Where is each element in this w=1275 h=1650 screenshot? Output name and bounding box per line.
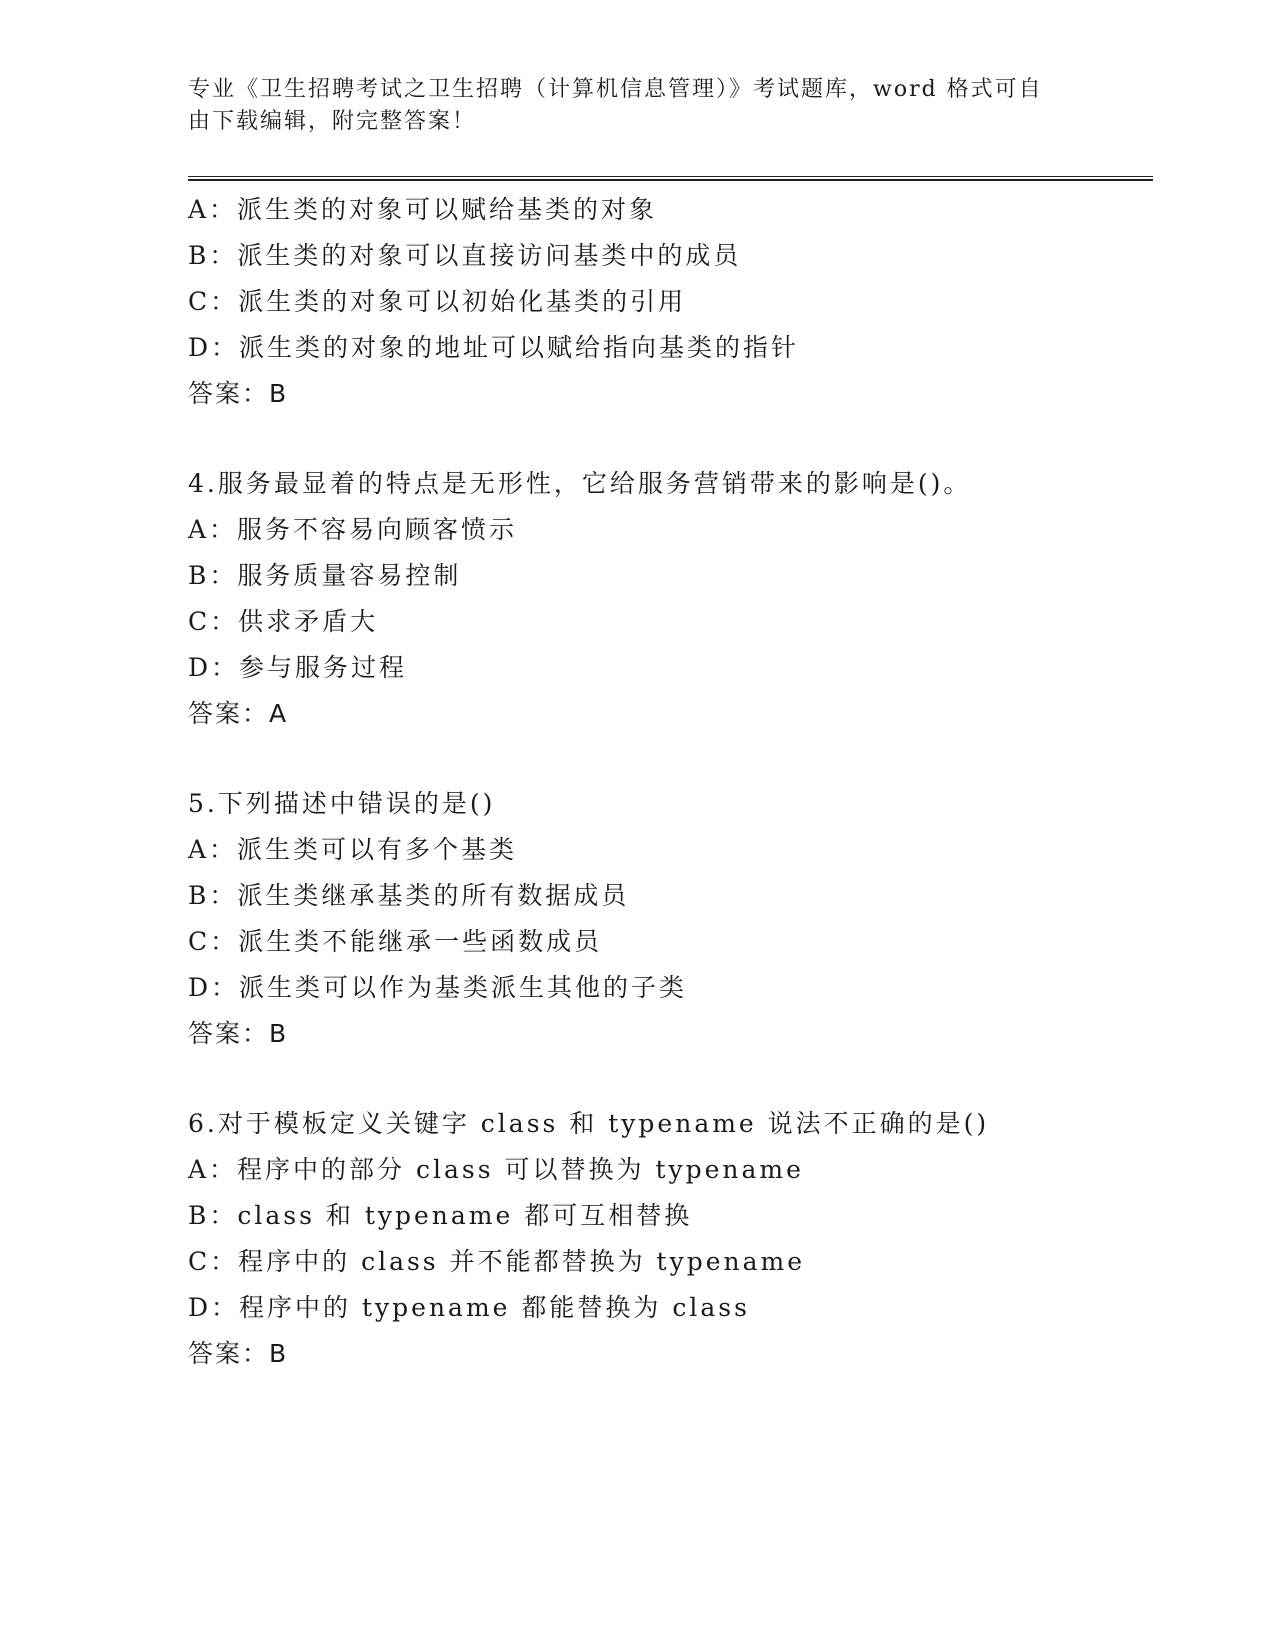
option-c: C：程序中的 class 并不能都替换为 typename <box>188 1247 806 1276</box>
answer-label: 答案：B <box>188 1019 289 1048</box>
option-b: B：class 和 typename 都可互相替换 <box>188 1201 693 1230</box>
option-b: B：派生类的对象可以直接访问基类中的成员 <box>188 241 742 270</box>
option-a: A：派生类的对象可以赋给基类的对象 <box>188 195 658 224</box>
question-text: 4.服务最显着的特点是无形性，它给服务营销带来的影响是()。 <box>188 469 972 498</box>
answer-label: 答案：A <box>188 699 289 728</box>
option-c: C：派生类的对象可以初始化基类的引用 <box>188 287 687 316</box>
option-d: D：派生类的对象的地址可以赋给指向基类的指针 <box>188 333 800 362</box>
question-text: 5.下列描述中错误的是() <box>188 789 496 818</box>
answer-label: 答案：B <box>188 1339 289 1368</box>
header-divider <box>188 176 1153 181</box>
option-b: B：派生类继承基类的所有数据成员 <box>188 881 630 910</box>
option-c: C：派生类不能继承一些函数成员 <box>188 927 603 956</box>
option-d: D：派生类可以作为基类派生其他的子类 <box>188 973 688 1002</box>
option-a: A：派生类可以有多个基类 <box>188 835 518 864</box>
question-5 <box>188 781 1148 1057</box>
document-header <box>188 74 1068 138</box>
option-d: D：程序中的 typename 都能替换为 class <box>188 1293 750 1322</box>
spacer <box>188 737 1148 781</box>
question-text: 6.对于模板定义关键字 class 和 typename 说法不正确的是() <box>188 1109 990 1138</box>
question-6 <box>188 1101 1148 1377</box>
spacer <box>188 1057 1148 1101</box>
header-line-1: 专业《卫生招聘考试之卫生招聘（计算机信息管理）》考试题库，word 格式可自 <box>188 77 1043 102</box>
option-a: A：服务不容易向顾客愤示 <box>188 515 518 544</box>
question-3 <box>188 187 1148 417</box>
option-c: C：供求矛盾大 <box>188 607 379 636</box>
option-b: B：服务质量容易控制 <box>188 561 462 590</box>
answer-label: 答案：B <box>188 379 289 408</box>
header-line-2: 由下载编辑，附完整答案！ <box>188 109 477 134</box>
option-a: A：程序中的部分 class 可以替换为 typename <box>188 1155 804 1184</box>
question-4 <box>188 461 1148 737</box>
spacer <box>188 417 1148 461</box>
question-list <box>188 187 1148 1377</box>
option-d: D：参与服务过程 <box>188 653 408 682</box>
